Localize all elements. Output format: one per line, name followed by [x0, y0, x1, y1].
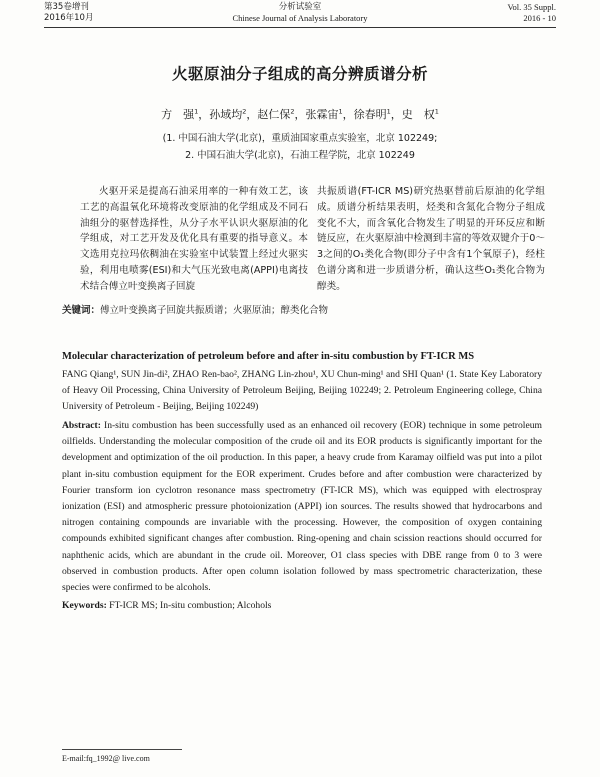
footnote-rule	[62, 749, 182, 750]
keywords-cn	[62, 302, 542, 316]
english-abstract-label: Abstract:	[62, 420, 101, 431]
english-title: Molecular characterization of petroleum before and after in-situ combustion by FT-ICR MS	[62, 351, 475, 362]
abstract-cn-column-2: 共振质谱(FT-ICR MS)研究热驱替前后原油的化学组成。质谱分析结果表明，烃类和含氮化合物分子组成变化不大，而含氧化合物发生了明显的开环反应和断链反应，在火驱原油中检测到丰富的等效双键介于0～3之间的O₁类化合物(即分子中含有1个氧原子)，经柱色谱分离和进一步质谱分析，确认这些O₁类化合物为醇类。	[317, 186, 545, 292]
header-volume-cn: 第35卷增刊	[44, 2, 89, 12]
author: 赵仁保$^2$	[257, 107, 295, 121]
english-keywords	[62, 600, 542, 611]
author: 方 强$^1$	[161, 107, 199, 121]
abstract-cn-column-1: 火驱开采是提高石油采用率的一种有效工艺，该工艺的高温氧化环境将改变原油的化学组成及不同石油组分的驱替选择性，从分子水平认识火驱原油的化学组成，对工艺开发及优化具有重要的指导意义。本文选用克拉玛依稠油在实验室中试装置上经过火驱实验，利用电喷雾(ESI)和大气压光致电离(APPI)电离技术结合傅立叶变换离子回旋	[80, 186, 308, 292]
keywords-cn-text: 傅立叶变换离子回旋共振质谱；火驱原油；醇类化合物	[100, 305, 329, 316]
affiliation-2: 2. 中国石油大学(北京)，石油工程学院，北京 102249	[185, 150, 415, 161]
keywords-cn-label: 关键词：	[62, 305, 101, 316]
english-authors: FANG Qiang¹, SUN Jin-di², ZHAO Ren-bao², ZHANG Lin-zhou¹, XU Chun-ming¹ and SHI Quan¹ (1. State Key Laboratory of Heavy Oil Processing, China University of Petroleum Beijing, Beijing 102249; 2. Petroleum Engineering college, China University of Petroleum - Beijing, Beijing 102249)	[62, 369, 542, 413]
header-volume-en: Vol. 35 Suppl.	[507, 2, 556, 12]
author: 张霖宙$^1$	[305, 107, 343, 121]
header-date-en: 2016 - 10	[523, 13, 556, 23]
header-journal-cn: 分析试验室	[278, 2, 322, 12]
header-right	[508, 2, 557, 24]
header-center	[44, 2, 556, 25]
author: 孙域均$^2$	[209, 107, 247, 121]
english-abstract-text: In-situ combustion has been successfully used as an enhanced oil recovery (EOR) technique in some petroleum oilfields. Understanding the molecular composition of the crude oil and its EOR products is significantly important for the development and optimization of the oil production. In this paper, a heavy crude from Karamay oilfield was put into a pilot plant in-situ combustion equipment for the EOR experiment. Crudes before and after combustion were characterized by Fourier transform ion cyclotron resonance mass spectrometry (FT-ICR MS), which was equipped with electrospray ionization (ESI) and atmospheric pressure photoionization (APPI) ion sources. The results showed that hydrocarbons and nitrogen containing compounds are invariable with the processing. However, the composition of oxygen containing compounds exhibited significant changes after combustion. Ring-opening and chain scission reactions should occurred for naphthenic acids, which are abundant in the crude oil. Moreover, O1 class species with DBE range from 0 to 3 were observed in combustion products. After open column isolation followed by mass spectrometric characterization, these species were confirmed to be alcohols.	[62, 420, 542, 594]
author: 徐春明$^1$	[353, 107, 391, 121]
author-list: 方 强$^1$，孙域均$^2$，赵仁保$^2$，张霖宙$^1$，徐春明$^1$，史 权$^1$	[161, 107, 439, 121]
author: 史 权$^1$	[401, 107, 439, 121]
footnote-email: E-mail:fq_1992@ live.com	[62, 754, 150, 763]
header-journal-en: Chinese Journal of Analysis Laboratory	[232, 13, 368, 23]
header-date-cn: 2016年10月	[44, 13, 94, 23]
header-rule	[44, 27, 556, 28]
english-keywords-text: FT-ICR MS; In-situ combustion; Alcohols	[109, 600, 272, 611]
english-abstract	[62, 418, 542, 596]
affiliation-1: (1. 中国石油大学(北京)，重质油国家重点实验室，北京 102249;	[162, 133, 438, 144]
english-keywords-label: Keywords:	[62, 600, 107, 611]
running-header	[44, 2, 556, 26]
paper-title: 火驱原油分子组成的高分辨质谱分析	[171, 65, 428, 83]
